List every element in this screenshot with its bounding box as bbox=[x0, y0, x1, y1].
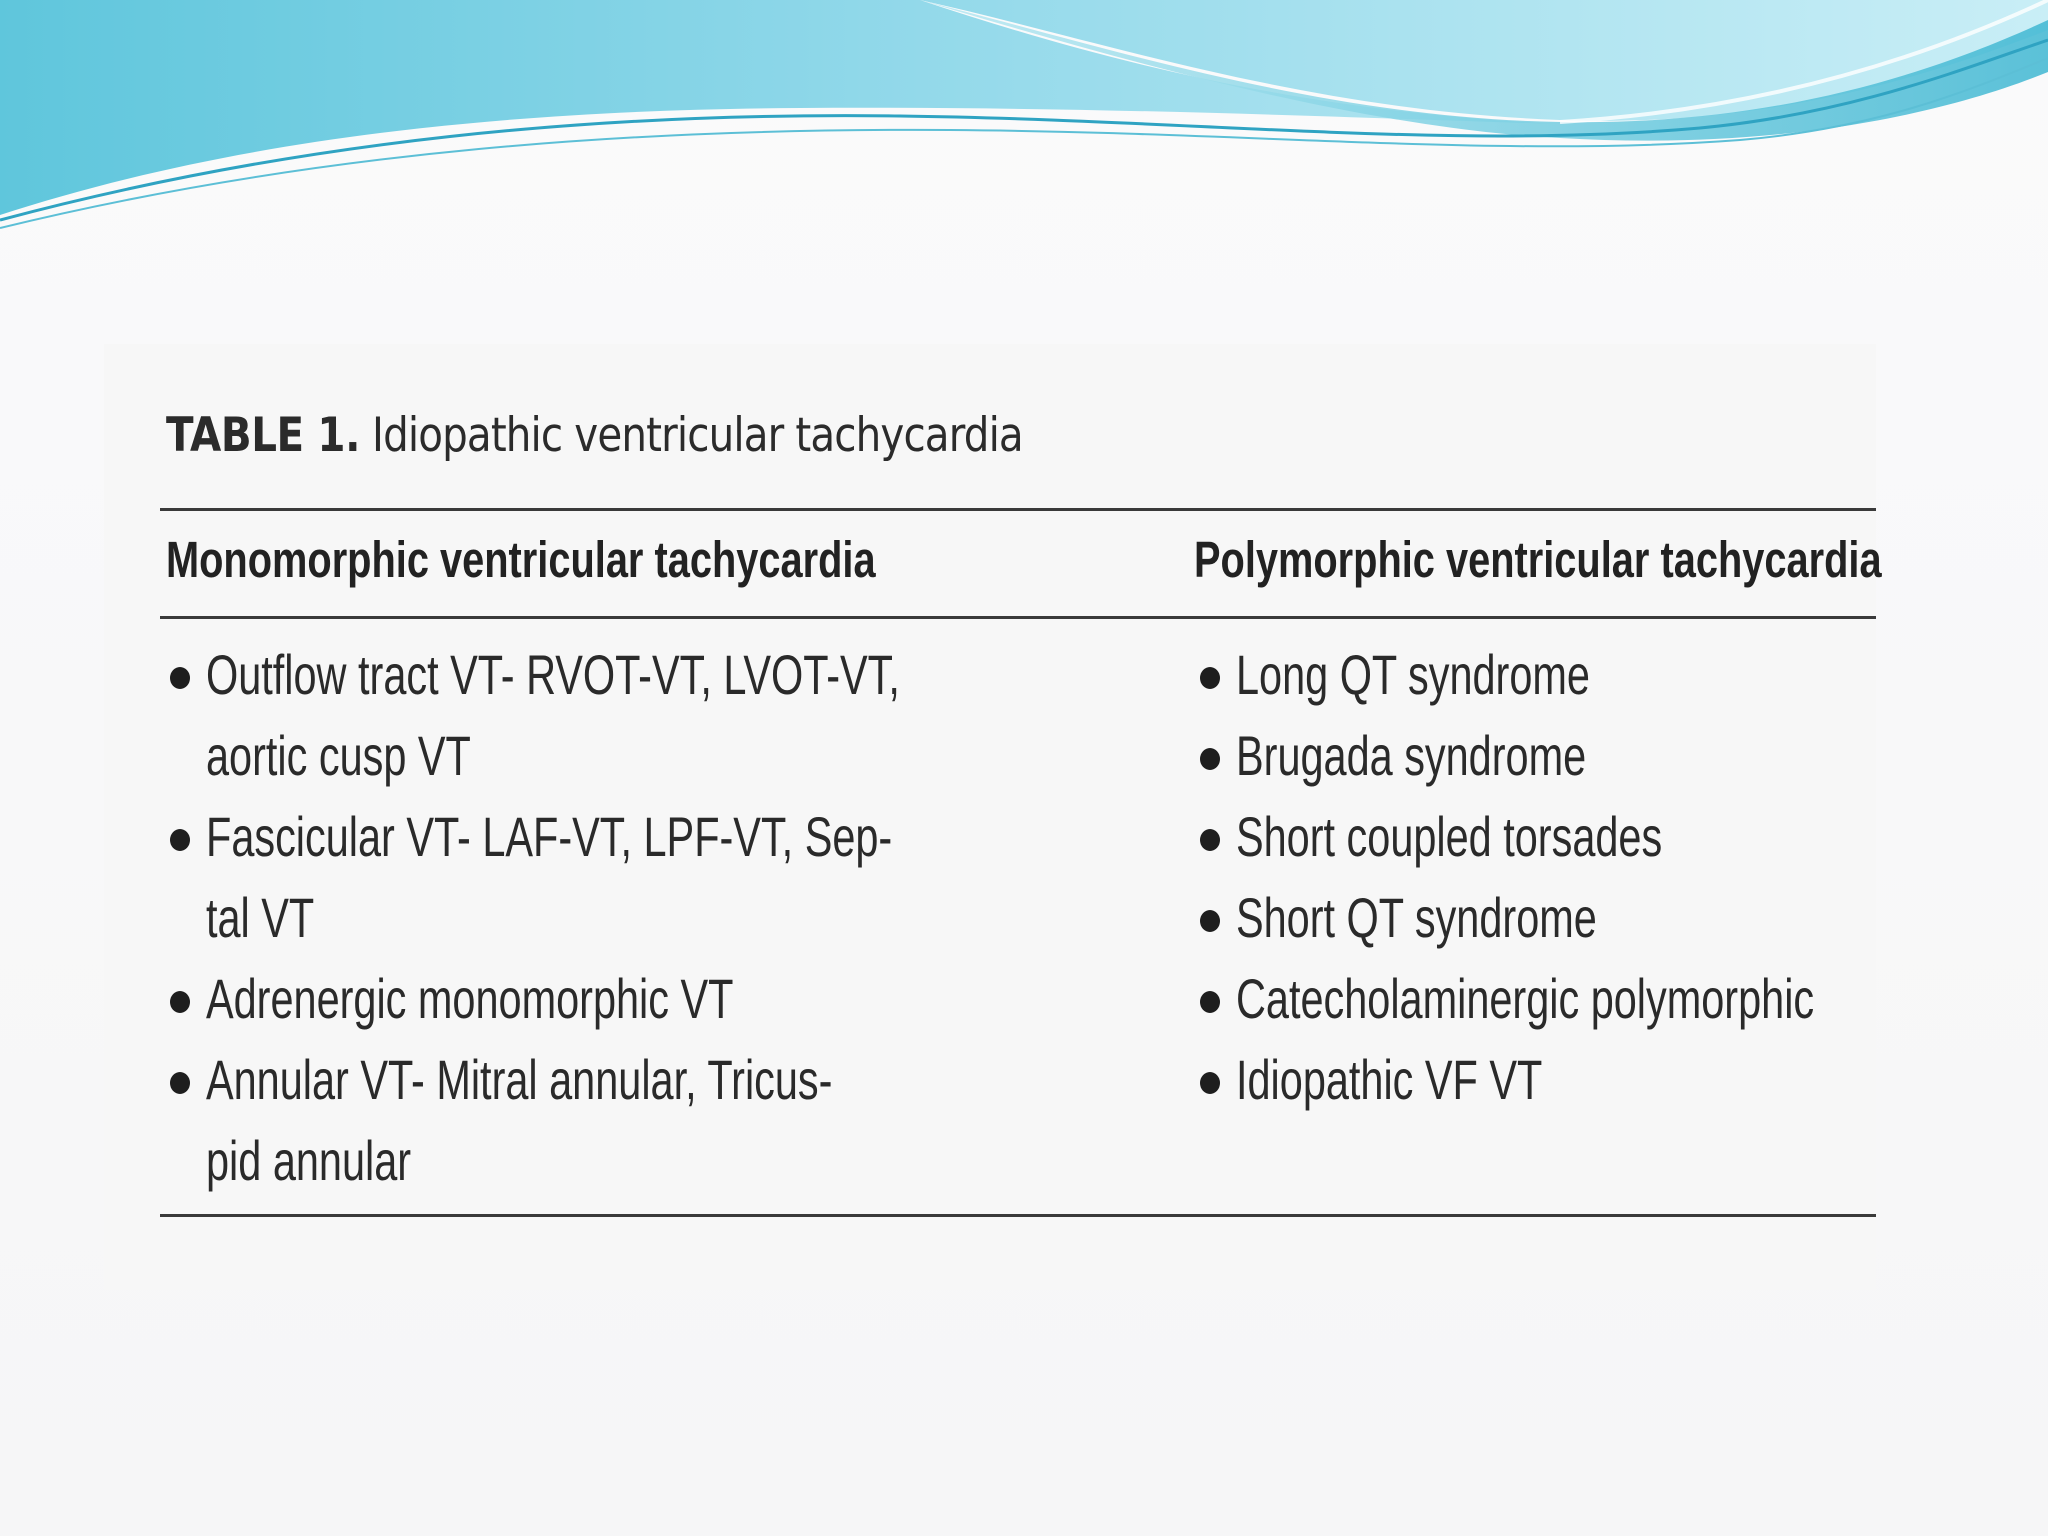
list-item-text: Outflow tract VT- RVOT-VT, LVOT-VT, aortic cusp VT bbox=[206, 643, 900, 787]
polymorphic-list bbox=[1190, 634, 1890, 1120]
bullet-icon bbox=[1200, 667, 1220, 689]
list-item-text: Adrenergic monomorphic VT bbox=[206, 967, 734, 1030]
bullet-icon bbox=[1200, 829, 1220, 851]
table-top-rule bbox=[160, 508, 1876, 511]
list-item bbox=[160, 958, 920, 1039]
bullet-icon bbox=[170, 1072, 190, 1094]
table-caption-title: Idiopathic ventricular tachycardia bbox=[372, 408, 1023, 463]
table-caption-label: TABLE 1. bbox=[166, 408, 361, 463]
list-item bbox=[1190, 634, 1890, 715]
list-item-text: Short coupled torsades bbox=[1236, 805, 1663, 868]
bullet-icon bbox=[1200, 910, 1220, 932]
list-item-text: Fascicular VT- LAF-VT, LPF-VT, Sep- tal VT bbox=[206, 805, 893, 949]
bullet-icon bbox=[1200, 1072, 1220, 1094]
list-item-text: Brugada syndrome bbox=[1236, 724, 1587, 787]
bullet-icon bbox=[170, 829, 190, 851]
column-header-monomorphic: Monomorphic ventricular tachycardia bbox=[166, 531, 876, 588]
list-item bbox=[160, 1039, 920, 1201]
bullet-icon bbox=[170, 991, 190, 1013]
table-panel bbox=[104, 344, 1882, 1290]
table-bottom-rule bbox=[160, 1214, 1876, 1217]
column-header-polymorphic: Polymorphic ventricular tachycardia bbox=[1194, 531, 1882, 588]
bullet-icon bbox=[170, 667, 190, 689]
table-caption bbox=[166, 408, 1023, 463]
list-item bbox=[1190, 1039, 1890, 1120]
bullet-icon bbox=[1200, 748, 1220, 770]
list-item bbox=[1190, 715, 1890, 796]
wave-band-main bbox=[0, 0, 2048, 215]
list-item bbox=[1190, 958, 1890, 1039]
list-item-text: Long QT syndrome bbox=[1236, 643, 1590, 706]
decorative-wave-header bbox=[0, 0, 2048, 240]
list-item bbox=[160, 796, 920, 958]
list-item-text: Annular VT- Mitral annular, Tricus- pid annular bbox=[206, 1048, 833, 1192]
monomorphic-list bbox=[160, 634, 920, 1201]
list-item bbox=[1190, 877, 1890, 958]
list-item-text: Idiopathic VF VT bbox=[1236, 1048, 1543, 1111]
list-item bbox=[1190, 796, 1890, 877]
list-item-text: Catecholaminergic polymorphic bbox=[1236, 967, 1815, 1030]
bullet-icon bbox=[1200, 991, 1220, 1013]
list-item-text: Short QT syndrome bbox=[1236, 886, 1597, 949]
list-item bbox=[160, 634, 920, 796]
table-header-rule bbox=[160, 616, 1876, 619]
